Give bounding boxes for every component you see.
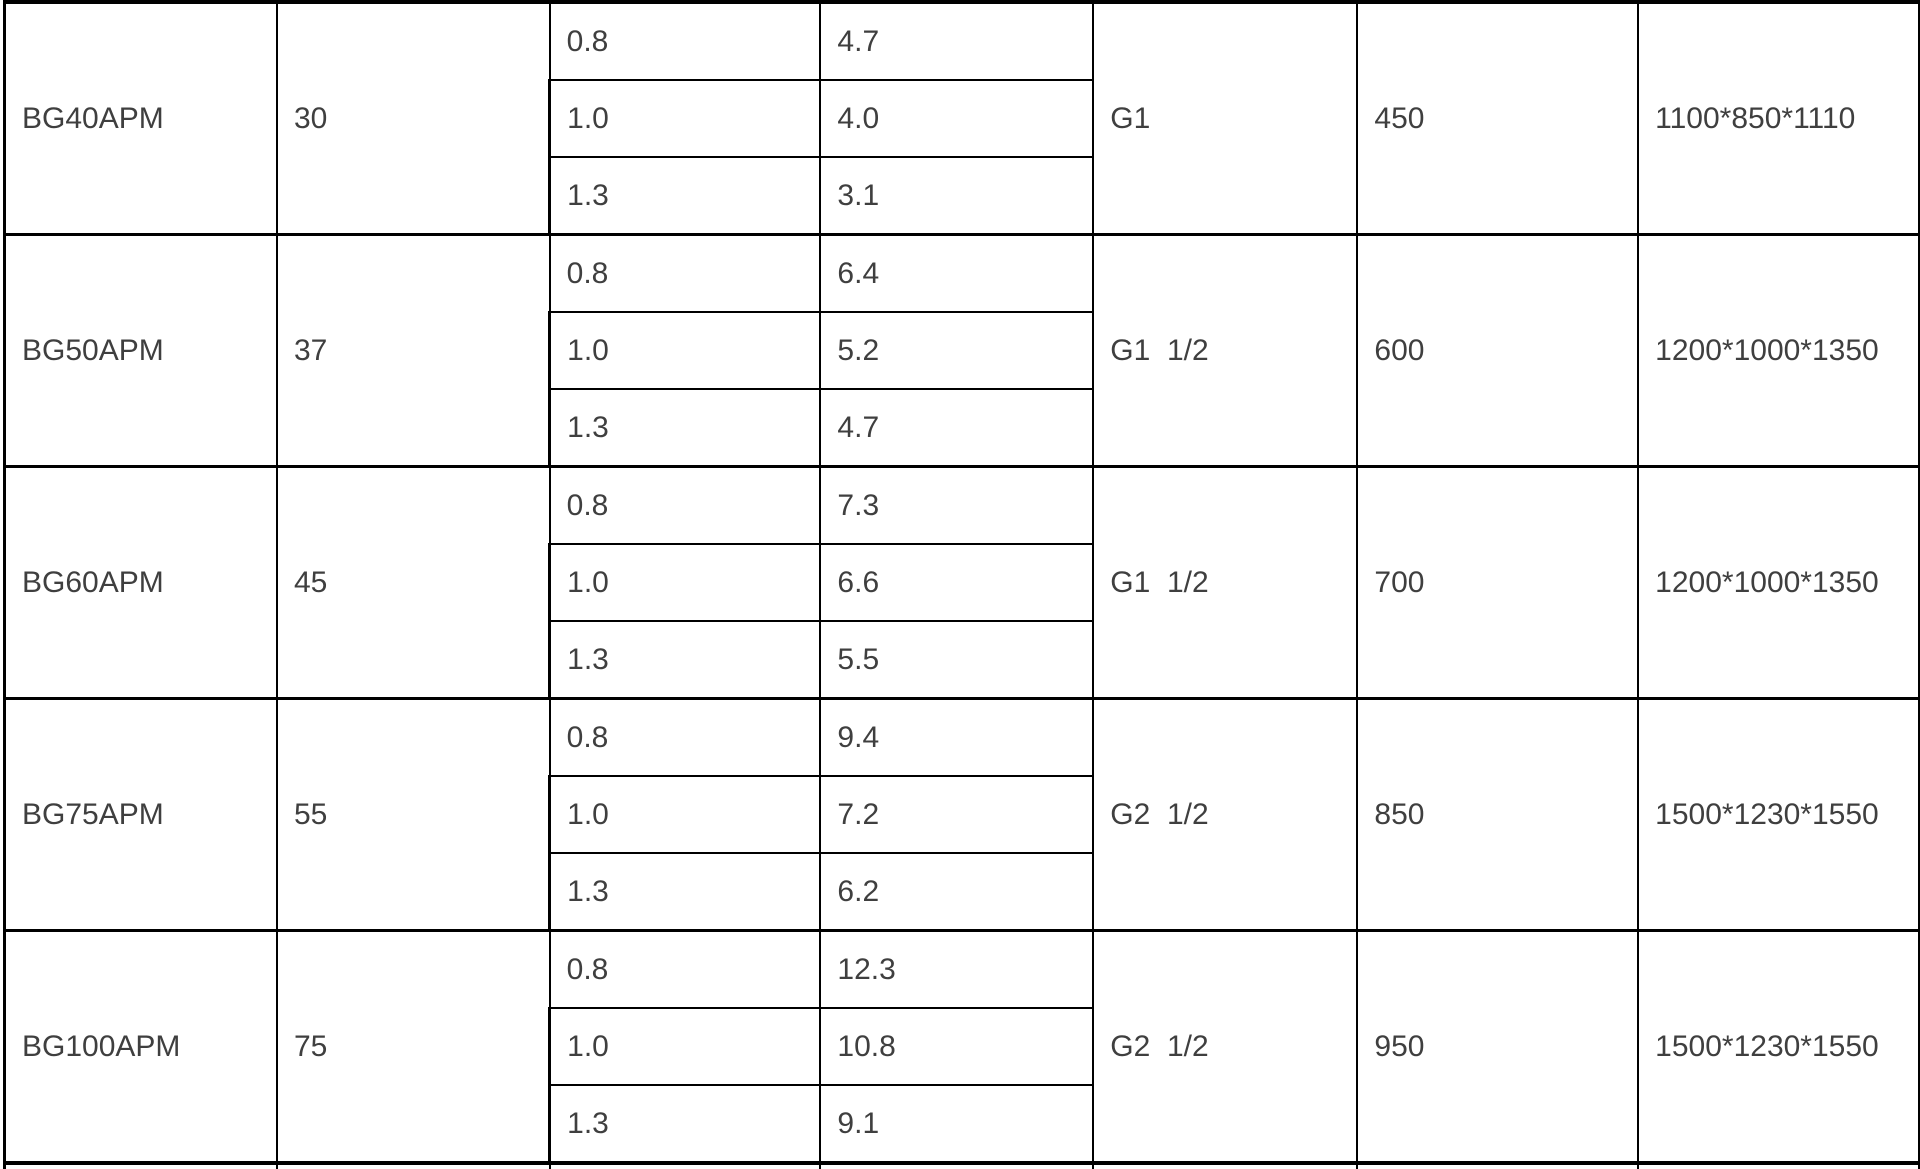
pressure-cell: 1.0 [550, 80, 821, 157]
empty-cell [820, 1163, 1093, 1169]
dimensions-cell: 1200*1000*1350 [1638, 467, 1919, 699]
power-cell: 30 [277, 2, 550, 235]
flow-cell: 4.0 [820, 80, 1093, 157]
weight-cell: 850 [1357, 699, 1638, 931]
pressure-cell: 1.3 [550, 1085, 821, 1163]
spec-row-group [5, 467, 1920, 545]
flow-cell: 9.1 [820, 1085, 1093, 1163]
dimensions-cell: 1200*1000*1350 [1638, 235, 1919, 467]
empty-cell [1093, 1163, 1357, 1169]
outlet-cell: G2 1/2 [1093, 931, 1357, 1164]
spec-row-group [5, 931, 1920, 1009]
flow-cell: 7.3 [820, 467, 1093, 545]
empty-cell [1357, 1163, 1638, 1169]
power-cell: 75 [277, 931, 550, 1164]
model-cell: BG75APM [5, 699, 277, 931]
flow-cell: 4.7 [820, 2, 1093, 80]
model-cell: BG40APM [5, 2, 277, 235]
flow-cell: 10.8 [820, 1008, 1093, 1085]
outlet-cell: G1 1/2 [1093, 467, 1357, 699]
flow-cell: 6.4 [820, 235, 1093, 313]
dimensions-cell: 1500*1230*1550 [1638, 931, 1919, 1164]
pressure-cell: 0.8 [550, 931, 821, 1009]
flow-cell: 5.2 [820, 312, 1093, 389]
power-cell: 55 [277, 699, 550, 931]
outlet-cell: G1 [1093, 2, 1357, 235]
flow-cell: 9.4 [820, 699, 1093, 777]
dimensions-cell: 1100*850*1110 [1638, 2, 1919, 235]
flow-cell: 5.5 [820, 621, 1093, 699]
product-spec-table [3, 0, 1920, 1169]
dimensions-cell: 1500*1230*1550 [1638, 699, 1919, 931]
pressure-cell: 1.0 [550, 544, 821, 621]
flow-cell: 6.6 [820, 544, 1093, 621]
power-cell: 37 [277, 235, 550, 467]
spec-row-clipped [5, 1163, 1920, 1169]
spec-row-group [5, 235, 1920, 313]
pressure-cell: 0.8 [550, 699, 821, 777]
model-cell: BG60APM [5, 467, 277, 699]
outlet-cell: G1 1/2 [1093, 235, 1357, 467]
weight-cell: 950 [1357, 931, 1638, 1164]
pressure-cell: 1.0 [550, 1008, 821, 1085]
pressure-cell: 1.3 [550, 389, 821, 467]
flow-cell: 6.2 [820, 853, 1093, 931]
flow-cell: 7.2 [820, 776, 1093, 853]
model-cell: BG50APM [5, 235, 277, 467]
pressure-cell: 1.0 [550, 776, 821, 853]
spec-row-group [5, 2, 1920, 80]
flow-cell: 4.7 [820, 389, 1093, 467]
pressure-cell: 0.8 [550, 2, 821, 80]
pressure-cell: 1.3 [550, 853, 821, 931]
empty-cell [277, 1163, 550, 1169]
model-cell: BG100APM [5, 931, 277, 1164]
empty-cell [5, 1163, 277, 1169]
flow-cell: 3.1 [820, 157, 1093, 235]
flow-cell: 12.3 [820, 931, 1093, 1009]
weight-cell: 700 [1357, 467, 1638, 699]
pressure-cell: 1.0 [550, 312, 821, 389]
outlet-cell: G2 1/2 [1093, 699, 1357, 931]
spec-row-group [5, 699, 1920, 777]
weight-cell: 600 [1357, 235, 1638, 467]
empty-cell [550, 1163, 821, 1169]
weight-cell: 450 [1357, 2, 1638, 235]
pressure-cell: 1.3 [550, 621, 821, 699]
pressure-cell: 0.8 [550, 235, 821, 313]
empty-cell [1638, 1163, 1919, 1169]
pressure-cell: 0.8 [550, 467, 821, 545]
pressure-cell: 1.3 [550, 157, 821, 235]
power-cell: 45 [277, 467, 550, 699]
